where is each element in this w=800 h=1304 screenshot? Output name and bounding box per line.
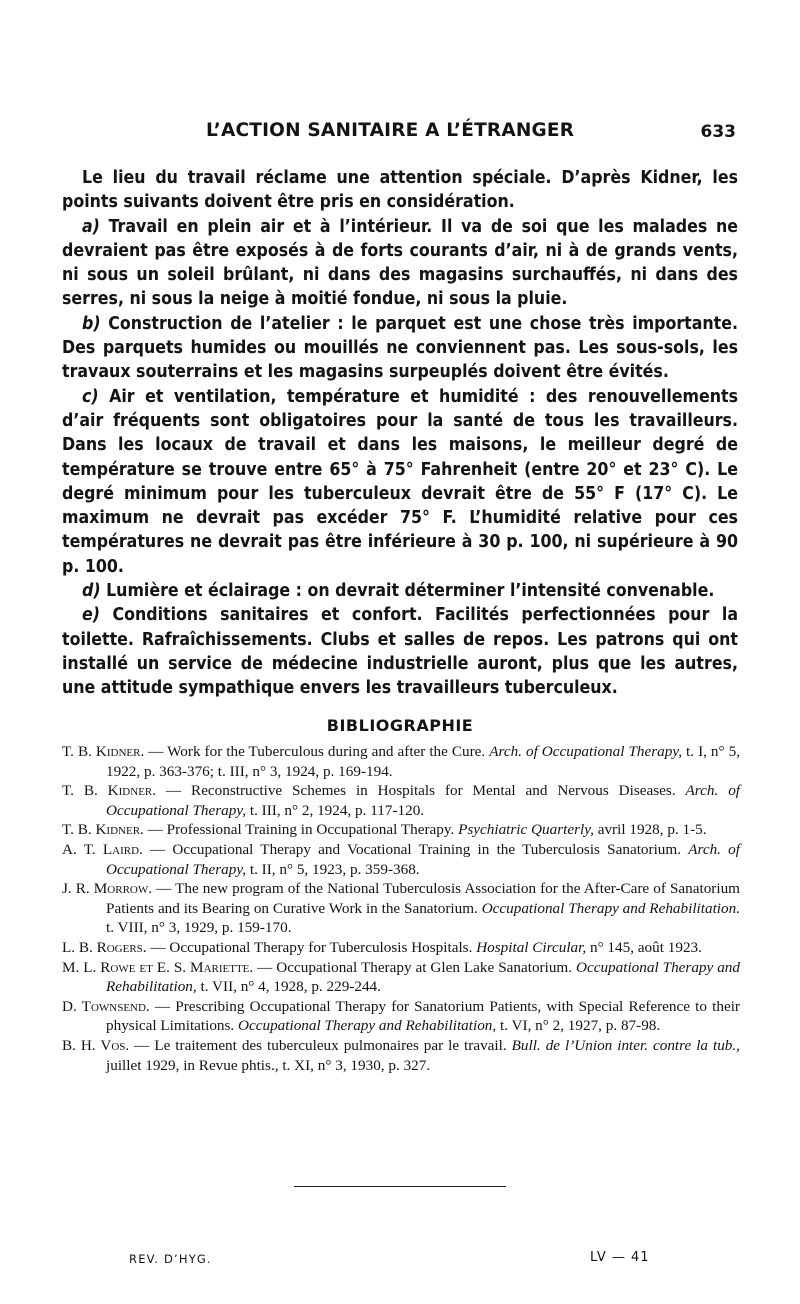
- bibliography-list: [62, 742, 740, 1075]
- running-title: L’ACTION SANITAIRE A L’ÉTRANGER: [206, 120, 575, 141]
- ref-work: — Work for the Tuberculous during and after the Cure.: [144, 743, 490, 760]
- ref-details: t. VIII, n° 3, 1929, p. 159-170.: [106, 919, 292, 937]
- bibliography-heading: BIBLIOGRAPHIE: [326, 716, 474, 735]
- page-header: [60, 116, 740, 146]
- item-paragraph-d: [62, 579, 738, 603]
- ref-journal: Bull. de l’Union inter. contre la tub.,: [511, 1036, 740, 1054]
- bibliography-entry: [62, 879, 740, 938]
- bibliography-entry: [62, 820, 740, 840]
- item-text: Construction de l’atelier : le parquet est une chose très importante. Des parquets humides ou mouillés ne conviennent pas. Les sous-sols, les travaux souterrains et les magasins surpeuplés doivent être évités.: [62, 313, 738, 383]
- ref-journal: Occupational Therapy and Rehabilitation,: [238, 1017, 497, 1035]
- intro-paragraph: Le lieu du travail réclame une attention spéciale. D’après Kidner, les points suivants doivent être pris en considération.: [62, 168, 738, 213]
- ref-author: B. H. Vos.: [62, 1036, 130, 1054]
- item-paragraph-a: [62, 215, 738, 312]
- item-text: Conditions sanitaires et confort. Facilités perfectionnées pour la toilette. Rafraîchissements. Clubs et salles de repos. Les patrons qui ont installé un service de médecine industrielle auront, plus que les autres, une attitude sympathique envers les travailleurs tuberculeux.: [62, 605, 738, 699]
- ref-details: n° 145, août 1923.: [586, 938, 702, 956]
- ref-work: — Occupational Therapy and Vocational Training in the Tuberculosis Sanatorium.: [142, 840, 689, 858]
- ref-details: juillet 1929, in Revue phtis., t. XI, n° 3, 1930, p. 327.: [106, 1056, 431, 1074]
- bibliography-entry: [62, 781, 740, 820]
- item-paragraph-e: [62, 603, 738, 700]
- item-marker: a): [82, 216, 100, 237]
- footer-volume-signature: LV — 41: [590, 1250, 650, 1265]
- ref-work: — Professional Training in Occupational Therapy.: [143, 821, 459, 839]
- footer-journal-signature: REV. D’HYG.: [129, 1252, 212, 1266]
- ref-author: A. T. Laird.: [62, 840, 143, 858]
- ref-details: t. III, n° 2, 1924, p. 117-120.: [246, 801, 425, 819]
- ref-author: L. B. Rogers.: [62, 938, 147, 956]
- ref-journal: Psychiatric Quarterly,: [458, 821, 594, 839]
- ref-work: — Occupational Therapy at Glen Lake Sanatorium.: [253, 958, 576, 976]
- bibliography-entry: [62, 840, 740, 879]
- item-text: Travail en plein air et à l’intérieur. Il va de soi que les malades ne devraient pas être exposés à de forts courants d’air, ni à de grands vents, ni sous un soleil brûlant, ni dans des magasins surchauffés, ni dans des serres, ni sous la neige à moitié fondue, ni sous la pluie.: [62, 216, 738, 310]
- item-paragraph-c: [62, 385, 738, 579]
- ref-details: t. VII, n° 4, 1928, p. 229-244.: [196, 978, 381, 996]
- item-marker: b): [82, 313, 101, 334]
- ref-details: t. I, n° 5, 1922, p. 363-376; t. III, n° 3, 1924, p. 169-194.: [106, 743, 740, 780]
- bibliography-entry: [62, 742, 740, 781]
- ref-journal: Occupational Therapy and Rehabilitation.: [481, 899, 740, 917]
- ref-work: — The new program of the National Tuberculosis Association for the After-Care of Sanatorium Patients and its Bearing on Curative Work in the Sanatorium.: [106, 880, 740, 917]
- ref-details: avril 1928, p. 1-5.: [593, 821, 707, 839]
- page-number: 633: [700, 122, 736, 142]
- ref-details: t. VI, n° 2, 1927, p. 87-98.: [496, 1017, 661, 1035]
- body-text: [62, 166, 738, 701]
- ref-details: t. II, n° 5, 1923, p. 359-368.: [246, 860, 420, 878]
- ref-author: M. L. Rowe et E. S. Mariette.: [62, 958, 254, 976]
- bibliography-entry: [62, 997, 740, 1036]
- ref-journal: Arch. of Occupational Therapy,: [489, 743, 683, 760]
- ref-work: — Prescribing Occupational Therapy for Sanatorium Patients, with Special Reference to their physical Limitations.: [106, 997, 740, 1035]
- ref-journal: Occupational Therapy and Rehabilitation,: [106, 958, 740, 996]
- bibliography-entry: [62, 958, 740, 997]
- ref-journal: Arch. of Occupational Therapy,: [106, 840, 740, 878]
- ref-author: T. B. Kidner.: [62, 782, 157, 800]
- ref-work: — Reconstructive Schemes in Hospitals for Mental and Nervous Diseases.: [156, 782, 686, 800]
- ref-journal: Hospital Circular,: [476, 938, 587, 956]
- ref-author: J. R. Morrow.: [62, 880, 153, 898]
- ref-work: — Le traitement des tuberculeux pulmonaires par le travail.: [129, 1036, 512, 1054]
- end-rule: [294, 1186, 506, 1187]
- ref-journal: Arch. of Occupational Therapy,: [106, 782, 741, 819]
- ref-author: T. B. Kidner.: [62, 821, 144, 839]
- item-text: Lumière et éclairage : on devrait déterminer l’intensité convenable.: [100, 581, 715, 602]
- item-marker: d): [82, 581, 101, 602]
- item-paragraph-b: [62, 312, 738, 385]
- ref-work: — Occupational Therapy for Tuberculosis Hospitals.: [146, 938, 477, 956]
- bibliography-entry: [62, 1036, 740, 1075]
- bibliography-entry: [62, 938, 740, 958]
- ref-author: T. B. Kidner.: [62, 743, 145, 760]
- item-marker: c): [82, 386, 99, 407]
- item-text: Air et ventilation, température et humidité : des renouvellements d’air fréquents sont obligatoires pour la santé de tous les travailleurs. Dans les locaux de travail et dans les maisons, le meilleur degré de température se trouve entre 65° à 75° Fahrenheit (entre 20° et 23° C). Le degré minimum pour les tuberculeux devrait être de 55° F (17° C). Le maximum ne devrait pas excéder 75° F. L’humidité relative pour ces températures ne devrait pas être inférieure à 30 p. 100, ni supérieure à 90 p. 100.: [62, 386, 738, 577]
- ref-author: D. Townsend.: [62, 997, 150, 1015]
- item-marker: e): [82, 605, 100, 626]
